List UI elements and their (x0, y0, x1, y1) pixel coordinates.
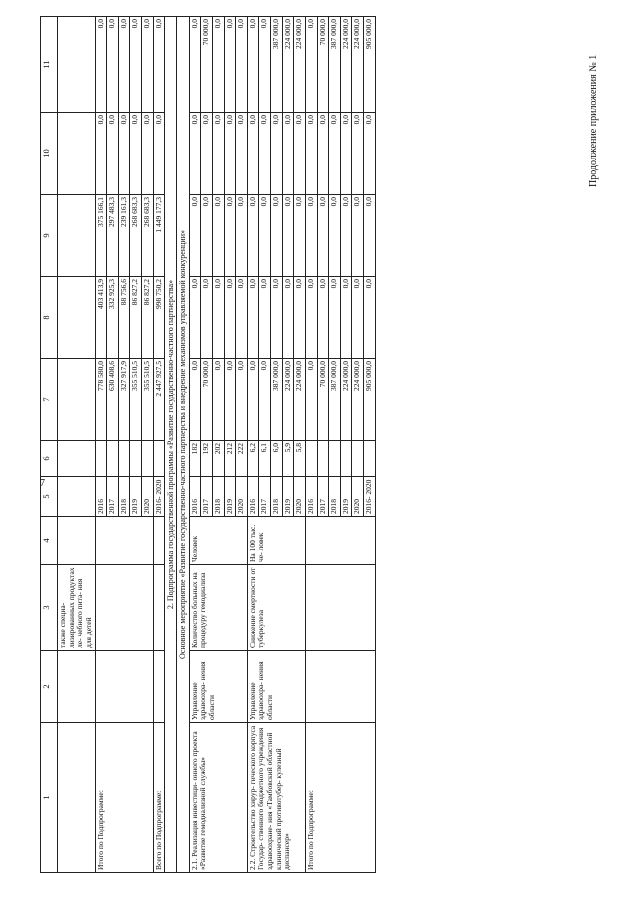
subprogram-2-total (305, 17, 375, 873)
cell-value: 905 000,0 (364, 17, 376, 113)
col-header: 7 (41, 359, 58, 441)
cell-indicator: 5,8 (294, 441, 306, 477)
cell-value: 0,0 (271, 113, 283, 195)
cell-value: 0,0 (352, 113, 364, 195)
cell-year: 2020 (236, 477, 248, 517)
cell-value: 0,0 (130, 17, 142, 113)
cell-indicator: 212 (224, 441, 236, 477)
cell-value: 70 000,0 (317, 359, 329, 441)
cell-indicator: 182 (189, 441, 201, 477)
cell-indicator (305, 441, 317, 477)
cell-value: 268 683,3 (130, 195, 142, 277)
col-header: 6 (41, 441, 58, 477)
cell-value: 0,0 (201, 113, 213, 195)
cell-value: 297 483,3 (107, 195, 119, 277)
col-header: 4 (41, 517, 58, 565)
col-header: 5 (41, 477, 58, 517)
cell-value: 224 000,0 (294, 17, 306, 113)
col-header: 1 (41, 723, 58, 873)
table-row (189, 17, 201, 873)
cell-value: 0,0 (305, 359, 317, 441)
cell-indicator: 222 (236, 441, 248, 477)
cell-value: 0,0 (259, 359, 271, 441)
cell-value: 0,0 (224, 195, 236, 277)
cell-value: 0,0 (282, 195, 294, 277)
indicator-name: Количество больных на процедуру гемодиализа (189, 565, 247, 651)
cell-value: 387 000,0 (271, 359, 283, 441)
cell-indicator: 5,9 (282, 441, 294, 477)
item-2-2 (247, 17, 305, 873)
cell-value: 0,0 (224, 359, 236, 441)
cell-value: 0,0 (118, 17, 130, 113)
cell-value: 0,0 (153, 17, 165, 113)
cell-value: 0,0 (247, 113, 259, 195)
cell-value: 0,0 (189, 359, 201, 441)
cell-value: 0,0 (329, 277, 341, 359)
cell-value: 0,0 (236, 113, 248, 195)
cell-value: 86 827,2 (142, 277, 154, 359)
cell-value: 239 161,3 (118, 195, 130, 277)
cell-value: 355 510,5 (130, 359, 142, 441)
cell-value: 0,0 (224, 277, 236, 359)
cell-value: 0,0 (107, 17, 119, 113)
cell-value: 0,0 (340, 277, 352, 359)
cell-value: 0,0 (201, 277, 213, 359)
appendix-heading: Продолжение приложения № 1 (588, 54, 599, 187)
cell-indicator: 6,1 (259, 441, 271, 477)
cell-value: 0,0 (259, 17, 271, 113)
responsible-executor: Управление здравоохра- нения области (189, 651, 247, 723)
cell-value: 0,0 (224, 113, 236, 195)
cell (305, 651, 375, 723)
cell (305, 517, 375, 565)
cell-indicator (364, 441, 376, 477)
cell-value: 0,0 (271, 195, 283, 277)
cell-value: 403 413,9 (95, 277, 107, 359)
cell-value: 0,0 (282, 113, 294, 195)
cell-value: 0,0 (236, 359, 248, 441)
cell-year: 2020 (352, 477, 364, 517)
cell-value: 268 683,3 (142, 195, 154, 277)
cell-value: 0,0 (259, 195, 271, 277)
cell-value: 0,0 (201, 195, 213, 277)
cell-value: 0,0 (142, 17, 154, 113)
cell-value: 355 510,5 (142, 359, 154, 441)
cell-year: 2016 (247, 477, 259, 517)
cell-year: 2019 (340, 477, 352, 517)
responsible-executor: Управление здравоохра- нения области (247, 651, 305, 723)
table-row (95, 17, 107, 873)
cell-year: 2017 (259, 477, 271, 517)
page-number: 7 (40, 478, 45, 489)
table-row (153, 17, 165, 873)
cell-value: 0,0 (212, 195, 224, 277)
cell-value: 0,0 (340, 113, 352, 195)
cell-value: 0,0 (294, 195, 306, 277)
cell-value: 224 000,0 (282, 359, 294, 441)
cell-value: 0,0 (305, 195, 317, 277)
col-header: 2 (41, 651, 58, 723)
cell-value: 387 000,0 (329, 17, 341, 113)
program-table (40, 16, 376, 873)
cell-value: 630 408,6 (107, 359, 119, 441)
cell-value: 70 000,0 (201, 17, 213, 113)
cell-indicator: 192 (201, 441, 213, 477)
cell-value: 0,0 (189, 195, 201, 277)
cell-value: 387 000,0 (271, 17, 283, 113)
cell-value: 0,0 (236, 17, 248, 113)
cell-value: 224 000,0 (294, 359, 306, 441)
cell-value: 88 756,6 (118, 277, 130, 359)
cell-value: 0,0 (259, 113, 271, 195)
cell-indicator (118, 441, 130, 477)
event-name: 2.1. Реализация инвестици- онного проекта «Развитие гемодиализной службы» (189, 723, 247, 873)
cell-value: 387 000,0 (329, 359, 341, 441)
cell-value: 0,0 (236, 195, 248, 277)
section-subtitle-row (177, 17, 189, 873)
cell-value: 0,0 (294, 113, 306, 195)
cell-value: 0,0 (212, 17, 224, 113)
cell-value: 1 449 177,3 (153, 195, 165, 277)
cell-value: 0,0 (95, 113, 107, 195)
cell-value: 0,0 (352, 195, 364, 277)
cell-value: 86 827,2 (130, 277, 142, 359)
subprogram-1-total (95, 17, 153, 873)
cell-year: 2017 (317, 477, 329, 517)
col-header: 9 (41, 195, 58, 277)
cell-value: 0,0 (282, 277, 294, 359)
total-label: Итого по Подпрограмме: (95, 723, 153, 873)
cell-value: 0,0 (212, 113, 224, 195)
section-title: 2. Подпрограмма государственной программы «Развитие государственно-частного партнерства» (165, 17, 177, 873)
grand-total-label: Всего по Подпрограмме: (153, 723, 165, 873)
cell-indicator (95, 441, 107, 477)
cell-value: 0,0 (329, 113, 341, 195)
cell-value: 0,0 (189, 113, 201, 195)
cell-value: 0,0 (340, 195, 352, 277)
cell-indicator (130, 441, 142, 477)
indicator-name: Снижение смертности от туберкулеза (247, 565, 305, 651)
cell-value: 224 000,0 (352, 17, 364, 113)
col-header: 3 (41, 565, 58, 651)
cell (95, 651, 153, 723)
cell-value: 0,0 (95, 17, 107, 113)
table-row (305, 17, 317, 873)
cell (305, 565, 375, 651)
cell-value: 0,0 (118, 113, 130, 195)
col-header: 8 (41, 277, 58, 359)
cell-value: 0,0 (305, 17, 317, 113)
cell-value: 0,0 (352, 277, 364, 359)
cell-value: 0,0 (259, 277, 271, 359)
cell-value: 332 925,3 (107, 277, 119, 359)
cell-value: 0,0 (247, 359, 259, 441)
cell-year: 2017 (107, 477, 119, 517)
cell-value: 0,0 (189, 277, 201, 359)
cell-value: 0,0 (107, 113, 119, 195)
cell (95, 517, 153, 565)
cell-value: 224 000,0 (340, 17, 352, 113)
cell-indicator (317, 441, 329, 477)
cell (95, 565, 153, 651)
total-label: Итого по Подпрограмме: (305, 723, 375, 873)
cell-value: 778 580,0 (95, 359, 107, 441)
cell-value: 0,0 (142, 113, 154, 195)
event-name: 2.2. Строительство хирур- гического корпуса Государ- ственного бюджетного учреждения здравоохране- ния «Тамбовский областной клинический противотубер- кулезный диспансер» (247, 723, 305, 873)
col-header: 10 (41, 113, 58, 195)
cell-value: 905 000,0 (364, 359, 376, 441)
cell-value: 0,0 (305, 277, 317, 359)
cell-value: 0,0 (317, 277, 329, 359)
cell-value: 0,0 (130, 113, 142, 195)
cell-value: 224 000,0 (282, 17, 294, 113)
cell-value: 327 917,9 (118, 359, 130, 441)
cell-year: 2019 (282, 477, 294, 517)
cell-indicator: 6,2 (247, 441, 259, 477)
cell-year: 2018 (212, 477, 224, 517)
unit-of-measure: На 100 тыс. че- ловек (247, 517, 305, 565)
cell-indicator (352, 441, 364, 477)
column-number-row (41, 17, 58, 873)
cell-year: 2020 (142, 477, 154, 517)
cell-value: 0,0 (212, 277, 224, 359)
cell-indicator (107, 441, 119, 477)
cell-year: 2016 (305, 477, 317, 517)
section-title-row (165, 17, 177, 873)
cell-value: 0,0 (364, 195, 376, 277)
cell-value: 0,0 (236, 277, 248, 359)
cell-value: 0,0 (247, 17, 259, 113)
item-2-1 (189, 17, 247, 873)
cell-value: 0,0 (294, 277, 306, 359)
cell-year: 2019 (130, 477, 142, 517)
cell-year: 2018 (271, 477, 283, 517)
cell-indicator: 6,0 (271, 441, 283, 477)
section-subtitle: Основное мероприятие «Развитие государственно-частного партнерства и внедрение механизмов управляемой конкуренции» (177, 17, 189, 873)
cell-value: 0,0 (271, 277, 283, 359)
cell-value: 0,0 (364, 113, 376, 195)
cell-value: 0,0 (153, 113, 165, 195)
cell-value: 0,0 (247, 277, 259, 359)
cell-value: 375 166,1 (95, 195, 107, 277)
cell-indicator (142, 441, 154, 477)
cell-year: 2018 (329, 477, 341, 517)
cell-value: 998 750,2 (153, 277, 165, 359)
cell-value: 0,0 (189, 17, 201, 113)
cell-value: 0,0 (247, 195, 259, 277)
cell-value: 0,0 (224, 17, 236, 113)
cell-year: 2016- 2020 (364, 477, 376, 517)
cell-value: 0,0 (305, 113, 317, 195)
cell-indicator (340, 441, 352, 477)
table-row (58, 17, 96, 873)
cell-year: 2019 (224, 477, 236, 517)
cell-year: 2016 (189, 477, 201, 517)
cell-value: 224 000,0 (340, 359, 352, 441)
cell-value: 0,0 (212, 359, 224, 441)
cell-indicator (329, 441, 341, 477)
cell-year: 2016 (95, 477, 107, 517)
cell-year: 2016- 2020 (153, 477, 165, 517)
cell-year: 2018 (118, 477, 130, 517)
cell-value: 0,0 (317, 113, 329, 195)
table-row (247, 17, 259, 873)
cell-indicator: 202 (212, 441, 224, 477)
cell-value: 224 000,0 (352, 359, 364, 441)
cell-year: 2020 (294, 477, 306, 517)
cell-value: 70 000,0 (317, 17, 329, 113)
cell-value: 0,0 (364, 277, 376, 359)
unit-of-measure: Человек (189, 517, 247, 565)
cell-value: 0,0 (329, 195, 341, 277)
cell-value: 70 000,0 (201, 359, 213, 441)
cell-value: 2 447 927,5 (153, 359, 165, 441)
cell-year: 2017 (201, 477, 213, 517)
cell-value: 0,0 (317, 195, 329, 277)
continued-indicator-text: также специа- лизированных продуктах ле- чебного пита- ния для детей (58, 565, 96, 651)
col-header: 11 (41, 17, 58, 113)
